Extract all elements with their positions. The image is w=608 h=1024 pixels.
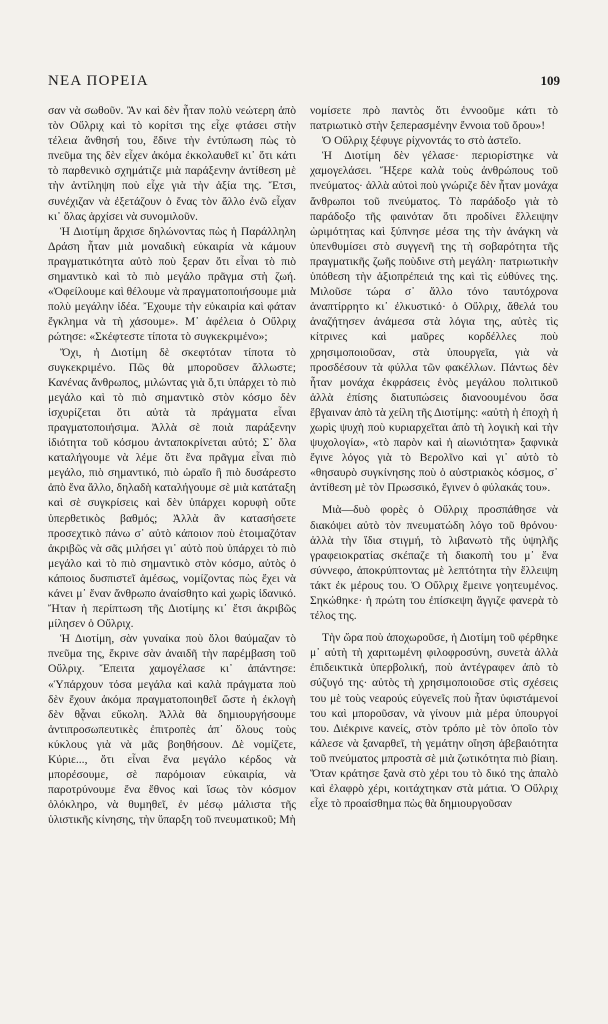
paragraph: Μιὰ—δυὸ φορὲς ὁ Οὔλριχ προσπάθησε νὰ διακόψει αὐτὸ τὸν πνευματώδη λόγο τοῦ θρόνου· ἀλλὰ τὴν ἴδια στιγμή, τὸ λιβανωτὸ τῆς ὑψηλῆς γραφειοκρατίας σκέπαζε τὴ διακοπὴ του μ᾿ ἕνα σύννεφο, ἀποκρύπτοντας μὲ λεπτότητα τὴν ἔλλειψη τάκτ ἐκ μέρους του. Ὁ Οὔλριχ ἔμεινε γοητευμένος. Σηκώθηκε· ἡ πρώτη του ἐπίσκεψη ἄγγιζε φανερὰ τὸ τέλος της. (310, 503, 558, 623)
paragraph: σαν νὰ σωθοῦν. Ἂν καὶ δὲν ἦταν πολὺ νεώτερη ἀπὸ τὸν Οὔλριχ καὶ τὸ κορίτσι της εἶχε φτάσει στὴν τέλεια ἄνθησή του, ἔδινε τὴν ἐντύπωση πὼς τὸ πνεῦμα της δὲν εἶχεν ἀκόμα ἐκκολαυθεῖ κι᾿ ὅτι κάτι τὸ παρθενικὸ σχημάτιζε μιὰ παράξενην ἀντίθεση μὲ τὴν ἀντίληψη ποὺ εἶχε γιὰ τὴν ἀξία της. Ἔτσι, συνέχιζαν νὰ ἐξετάζουν ὁ ἕνας τὸν ἄλλο ἐνῶ εἶχαν κι᾿ ὅλας ἀρχίσει νὰ συνομιλοῦν. (48, 104, 296, 223)
paragraph: νομίσετε πρὸ παντὸς ὅτι ἐννοοῦμε κάτι τὸ πατριωτικὸ στὴν ξεπερασμένην ἔννοια τοῦ ὅρου»! (310, 104, 558, 133)
paragraph: Τὴν ὥρα ποὺ ἀποχωροῦσε, ἡ Διοτίμη τοῦ φέρθηκε μ᾿ αὐτὴ τὴ χαριτωμένη φιλοφροσύνη, συνετὰ ἀλλὰ ἐπιδεικτικὰ ὑπερβολική, ποὺ ἀντέγραφεν ἀπὸ τὸ σύζυγό της· αὐτὸς τὴ χρησιμοποιοῦσε στὶς σχέσεις του μὲ τοὺς νεαρούς εὐγενεῖς ποὺ ἦταν ὑφιστάμενοί του καὶ μποροῦσαν, νὰ γίνουν μιὰ μέρα ὑπουργοί του. Διέκρινε κανείς, στὸν τρόπο μὲ τὸν ὁποῖο τὸν κάλεσε νὰ ξαναρθεῖ, τὴ γεμάτην οἴηση ἀβεβαιότητα τοῦ πνεύματος μπροστὰ σὲ μιὰ ζωτικότητα πιὸ βίαιη. Ὅταν κράτησε ξανὰ στὸ χέρι του τὸ δικό της ἁπαλὸ καὶ ἐλαφρὸ χέρι, κοιτάχτηκαν στὰ μάτια. Ὁ Οὔλριχ εἶχε τὸ προαίσθημα πὼς θὰ δημιουργοῦσαν (310, 631, 558, 811)
running-head (48, 72, 560, 90)
paragraph: Ἡ Διοτίμη ἄρχισε δηλώνοντας πὼς ἡ Παράλληλη Δράση ἦταν μιὰ μοναδικὴ εὐκαιρία νὰ κάμουν πραγματικότητα αὐτὸ ποὺ ξεραν ὅτι εἶναι τὸ πιὸ σημαντικὸ καὶ τὸ πιὸ μεγάλο πρᾶγμα στὴ ζωή. «Ὀφείλουμε καὶ θέλουμε νὰ πραγματοποιήσουμε μιὰ πολὺ μεγάλην ἰδέα. Ἔχουμε τὴν εὐκαιρία καὶ φάταν ἔγκλημα νὰ τὴ χάσουμε». Μ᾿ ἀφέλεια ὁ Οὔλριχ ρώτησε: «Σκέφτεστε τίποτα τὸ συγκεκριμένο»; (48, 224, 296, 344)
paragraph: Ὄχι, ἡ Διοτίμη δὲ σκεφτόταν τίποτα τὸ συγκεκριμένο. Πῶς θὰ μποροῦσεν ἄλλωστε; Κανένας ἄνθρωπος, μιλώντας γιὰ ὅ,τι ὑπάρχει τὸ πιὸ μεγάλο καὶ τὸ πιὸ σημαντικὸ στὸν κόσμο δὲν ἰσχυρίζεται ὅτι αὐτὰ τὰ πράγματα εἶναι πραγματοποιήσιμα. Ἀλλὰ σὲ ποιὰ παράξενην ἰδιότητα τοῦ κόσμου ἀνταποκρίνεται αὐτό; Σ᾿ ὅλα καταλήγουμε νὰ λέμε ὅτι ἕνα πρᾶγμα εἶναι πιὸ μεγάλο, πιὸ σημαντικό, πιὸ ὡραῖο ἢ πιὸ δυσάρεστο ἀπὸ ἕνα ἄλλο, δηλαδὴ καταλήγουμε σὲ μιὰ κατάταξη καὶ σὲ συγκρίσεις καὶ δὲν ὑπάρχει κορυφὴ οὔτε ὑπερθετικὸς βαθμός; Ἀλλὰ ἂν κατασήσετε προσεχτικὸ πάνω σ᾿ αὐτὸ κάποιον ποὺ ἑτοιμαζόταν ἀκριβῶς νὰ σᾶς μιλήσει γι᾿ αὐτὸ ποὺ ὑπάρχει τὸ πιὸ μεγάλο καὶ τὸ πιὸ σημαντικὸ στὸν κόσμο, αὐτὸς ὁ κάποιος δυσπιστεῖ ἀμέσως, νομίζοντας πὼς ἔχει νὰ κάνει μ᾿ ἕναν ἄνθρωπο ἀναίσθητο καὶ χωρὶς ἰδανικό. Ἤταν ἡ περίπτωση τῆς Διοτίμης κι᾿ ἔτσι ἀκριβῶς μίλησεν ὁ Οὔλριχ. (48, 345, 296, 631)
paragraph: Ἡ Διοτίμη δὲν γέλασε· περιορίστηκε νὰ χαμογελάσει. Ἤξερε καλὰ τοὺς ἀνθρώπους τοῦ πνεύματος· ἀλλὰ αὐτοὶ ποὺ γνώριζε δὲν ἦταν μονάχα ἄνθρωποι τοῦ πνεύματος. Τὸ παράδοξο γιὰ τὸ παράδοξο τῆς φαινόταν ὅτι προδίνει ἔλλειψην ὡριμότητας καὶ ξύπνησε μέσα της τὴν ἀνάγκη νὰ ὑπενθυμίσει στὸ συγγενῆ της τὴ σοβαρότητα τῆς πραγματικῆς ζωῆς ποὺδινε στὴ μεγάλη· πατριωτικὴν ὑπόθεση τὴν ἀξιοπρέπειά της καὶ τὶς εὐθύνες της. Μιλοῦσε τώρα σ᾿ ἄλλο τόνο ταυτόχρονα ἀναπτίρρητο κι᾿ ἐλκυστικό· ὁ Οὔλριχ, ἄθελά του ἀναζήτησεν ἀνάμεσα στὰ λόγια της, αὐτὲς τὶς κίτρινες καὶ μαῦρες κορδέλλες ποὺ χρησιμοποιοῦσαν, στὰ ὑπουργεῖα, γιὰ νὰ προσδέσουν τὰ φύλλα τῶν φακέλλων. Πάντως δὲν ἦταν μονάχα ἐκφράσεις ἑνὸς μεγάλου πολιτικοῦ ἀλλὰ ἐπίσης διατυπώσεις διανοουμένου ὅσα ἔβγαιναν ἀπὸ τὰ χείλη τῆς Διοτίμης: «αὐτὴ ἡ ἐποχὴ ἡ χωρὶς ψυχὴ ποὺ κυριαρχεῖται ἀπὸ τὴ λογικὴ καὶ τὴν ψυχολογία», «τὸ παρὸν καὶ ἡ αἰωνιότητα» ξαφνικὰ ἔγινε λόγος γιὰ τὸ Βερολῖνο καὶ γι᾿ αὐτὸ τὸ «θησαυρὸ συγκίνησης ποὺ ὁ αὐστριακὸς κόσμος, σ᾿ ἀντίθεση μὲ τὸν Πρωσσικό, ἔγινεν ὁ φύλακάς του». (310, 149, 558, 495)
paragraph: Ὁ Οὔλριχ ξέφυγε ρίχνοντάς το στὸ ἀστεῖο. (322, 134, 522, 148)
text-column-left (48, 103, 296, 1013)
page-number: 109 (540, 73, 560, 88)
paragraph: Ἡ Διοτίμη, σὰν γυναίκα ποὺ ὅλοι θαύμαζαν τὸ πνεῦμα της, ἔκρινε σὰν ἀναιδῆ τὴν παρέμβαση τοῦ Οὔλριχ. Ἔπειτα χαμογέλασε κι᾿ ἀπάντησε: «Ὑπάρχουν τόσα μεγάλα καὶ καλὰ πράγματα ποὺ δὲν ἔχουν ἀκόμα πραγματοποιηθεῖ ὥστε ἡ ἐκλογὴ δὲν θᾆναι εὔκολη. Ἀλλὰ θὰ δημιουργήσουμε ἀντιπροσωπευτικὲς ἐπιτροπὲς ἀπ᾿ ὅλους τοὺς κύκλους γιὰ νὰ μᾶς βοηθήσουν. Δὲ νομίζετε, Κύριε..., ὅτι εἶναι ἕνα μεγάλο κέρδος νὰ μπορέσουμε, σὲ παρόμοιαν εὐκαιρία, νὰ παροτρύνουμε ἕνα ἔθνος καὶ ἴσως τὸν κόσμον ὁλόκληρο, νὰ θυμηθεῖ, ἐν μέσῳ μάλιστα τῆς ὑλιστικῆς κίνησης, τὴν ὕπαρξη τοῦ πνευματικοῦ; Μὴ (48, 632, 296, 827)
journal-name: ΝΕΑ ΠΟΡΕΙΑ (48, 73, 149, 89)
text-column-right (310, 103, 558, 923)
